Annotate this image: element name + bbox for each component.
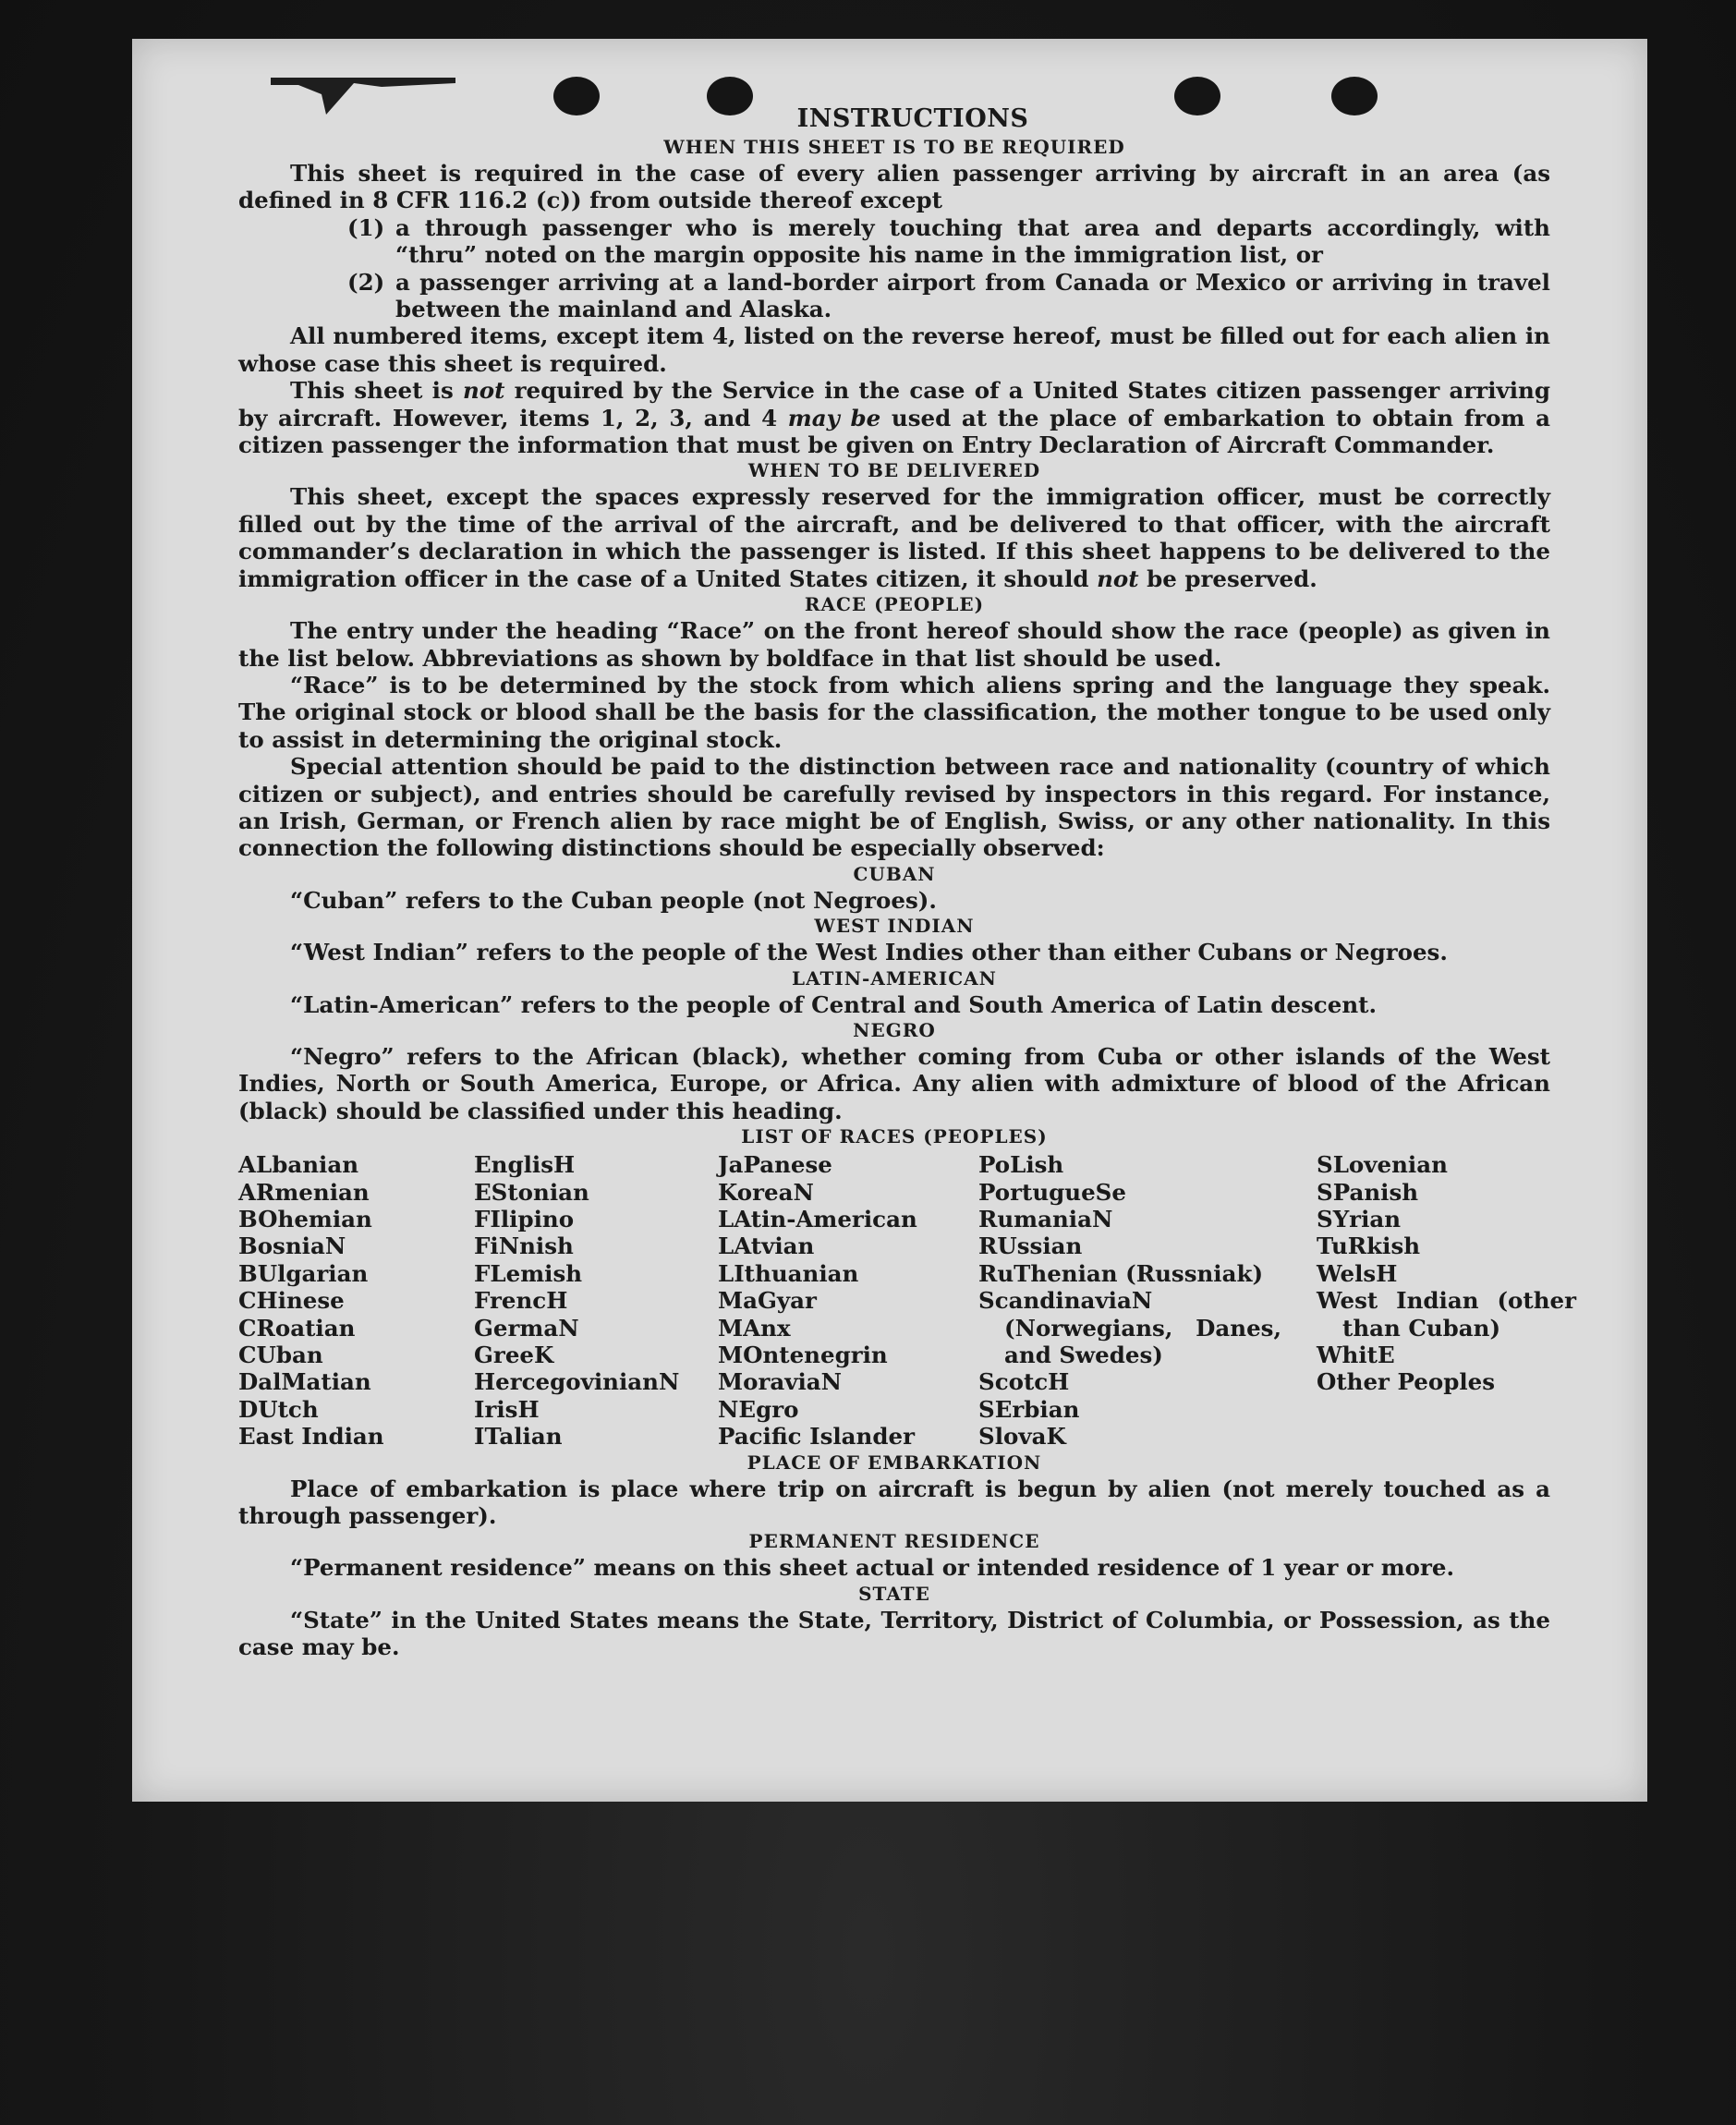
race-entry: SPanish bbox=[1317, 1178, 1419, 1206]
race-entry: DUtch bbox=[238, 1395, 319, 1423]
definition: “West Indian” refers to the people of the West Indies other than either Cubans or Negroes. bbox=[290, 939, 1448, 966]
race-entry: ALbanian bbox=[238, 1151, 359, 1179]
race-entry: PoLish bbox=[978, 1151, 1064, 1179]
race-entry: CHinese bbox=[238, 1287, 345, 1315]
race-entry: TuRkish bbox=[1317, 1232, 1421, 1260]
race-entry: MaGyar bbox=[718, 1287, 817, 1315]
race-entry: ScandinaviaN (Norwegians, Danes, and Swedes) bbox=[978, 1287, 1281, 1369]
race-entry: WelsH bbox=[1317, 1259, 1398, 1287]
race-entry: NEgro bbox=[718, 1395, 799, 1423]
race-entry: SLovenian bbox=[1317, 1151, 1448, 1179]
paragraph: All numbered items, except item 4, listed on the reverse hereof, must be filled out for each alien in whose case this sheet is required. bbox=[238, 322, 1550, 377]
race-entry: East Indian bbox=[238, 1423, 384, 1451]
paragraph: Special attention should be paid to the distinction between race and nationality (country of which citizen or subject), and entries should be carefully revised by inspectors in this regard. For instance, an Irish, German, or French alien by race might be of English, Swiss, or any other nationality. In this connection the following distinctions should be especially observed: bbox=[238, 753, 1550, 862]
paragraph: “Race” is to be determined by the stock from which aliens spring and the language they speak. The original stock or blood shall be the basis for the classification, the mother tongue to be used only to assist in determining the original stock. bbox=[238, 671, 1550, 753]
definition: “State” in the United States means the State, Territory, District of Columbia, or Possession, as the case may be. bbox=[238, 1606, 1550, 1661]
definition: Place of embarkation is place where trip on aircraft is begun by alien (not merely touched as a through passenger). bbox=[238, 1475, 1550, 1530]
paragraph: This sheet, except the spaces expressly reserved for the immigration officer, must be correctly filled out by the time of the arrival of the aircraft, and be delivered to that officer, with the aircraft commander’s declaration in which the passenger is listed. If this sheet happens to be delivered to the immigration officer in the case of a United States citizen, it should not be preserved. bbox=[238, 483, 1550, 592]
item-number: (2) bbox=[347, 268, 385, 296]
races-column-1 bbox=[238, 1151, 474, 1450]
race-entry: FIlipino bbox=[474, 1206, 575, 1232]
item-text: a passenger arriving at a land-border airport from Canada or Mexico or arriving in travel between the mainland and Alaska. bbox=[395, 268, 1550, 323]
race-entry: WhitE bbox=[1317, 1342, 1395, 1369]
race-entry: CUban bbox=[238, 1342, 323, 1369]
section-heading: CUBAN bbox=[853, 862, 936, 885]
race-entry: JaPanese bbox=[718, 1151, 832, 1179]
section-heading: NEGRO bbox=[853, 1018, 936, 1041]
race-entry: MAnx bbox=[718, 1314, 791, 1342]
race-entry: LIthuanian bbox=[718, 1259, 859, 1287]
section-heading: LATIN-AMERICAN bbox=[792, 966, 997, 990]
race-entry: EnglisH bbox=[474, 1151, 576, 1179]
race-entry: ARmenian bbox=[238, 1178, 370, 1206]
race-entry: HercegovinianN bbox=[474, 1368, 680, 1396]
race-entry: EStonian bbox=[474, 1178, 589, 1206]
race-entry: RumaniaN bbox=[978, 1206, 1113, 1232]
races-column-5 bbox=[1317, 1151, 1576, 1450]
race-entry: FLemish bbox=[474, 1259, 583, 1287]
race-entry: MOntenegrin bbox=[718, 1342, 888, 1369]
definition: “Permanent residence” means on this sheet actual or intended residence of 1 year or more. bbox=[290, 1554, 1455, 1582]
paragraph: The entry under the heading “Race” on the front hereof should show the race (people) as given in the list below. Abbreviations as shown by boldface in that list should be used. bbox=[238, 617, 1550, 672]
race-entry: Pacific Islander bbox=[718, 1423, 915, 1451]
race-entry: FiNnish bbox=[474, 1232, 574, 1260]
races-column-4 bbox=[978, 1151, 1317, 1450]
race-entry: SlovaK bbox=[978, 1423, 1066, 1451]
races-column-3 bbox=[718, 1151, 978, 1450]
race-entry: FrencH bbox=[474, 1287, 568, 1315]
definition: “Latin-American” refers to the people of Central and South America of Latin descent. bbox=[290, 990, 1377, 1018]
race-entry: MoraviaN bbox=[718, 1368, 843, 1396]
race-entry: IrisH bbox=[474, 1395, 540, 1423]
section-heading: WEST INDIAN bbox=[814, 915, 975, 938]
race-entry: LAtvian bbox=[718, 1232, 815, 1260]
paragraph: This sheet is required in the case of every alien passenger arriving by aircraft in an area (as defined in 8 CFR 116.2 (c)) from outside thereof except bbox=[238, 160, 1550, 214]
races-table bbox=[238, 1151, 1576, 1451]
race-entry: GermaN bbox=[474, 1314, 579, 1342]
section-heading: STATE bbox=[858, 1582, 930, 1605]
race-entry: RuThenian (Russniak) bbox=[978, 1259, 1264, 1287]
paragraph: This sheet is not required by the Service in the case of a United States citizen passenger arriving by aircraft. However, items 1, 2, 3, and 4 may be used at the place of embarkation to obtain from a citizen passenger the information that must be given on Entry Declaration of Aircraft Commander. bbox=[238, 377, 1550, 459]
race-entry: LAtin-American bbox=[718, 1206, 917, 1232]
race-entry: BosniaN bbox=[238, 1232, 346, 1260]
race-entry: ScotcH bbox=[978, 1368, 1070, 1396]
race-entry: KoreaN bbox=[718, 1178, 814, 1206]
list-item bbox=[347, 214, 1550, 269]
race-entry: CRoatian bbox=[238, 1314, 356, 1342]
item-number: (1) bbox=[347, 213, 385, 241]
race-entry: West Indian (other than Cuban) bbox=[1317, 1287, 1576, 1342]
race-entry: PortugueSe bbox=[978, 1178, 1126, 1206]
item-text: a through passenger who is merely touching that area and departs accordingly, with “thru” noted on the margin opposite his name in the immigration list, or bbox=[395, 213, 1550, 269]
section-heading: LIST OF RACES (PEOPLES) bbox=[741, 1125, 1048, 1148]
definition: “Negro” refers to the African (black), whether coming from Cuba or other islands of the West Indies, North or South America, Europe, or Africa. Any alien with admixture of blood of the African (black) should be classified under this heading. bbox=[238, 1042, 1550, 1124]
instructions-text bbox=[238, 103, 1576, 1661]
race-entry: SErbian bbox=[978, 1395, 1080, 1423]
race-entry: DalMatian bbox=[238, 1368, 371, 1396]
race-entry: Other Peoples bbox=[1317, 1368, 1496, 1396]
section-heading: RACE (PEOPLE) bbox=[804, 593, 985, 616]
race-entry: RUssian bbox=[978, 1232, 1083, 1260]
race-entry: BOhemian bbox=[238, 1206, 372, 1232]
race-entry: GreeK bbox=[474, 1342, 554, 1369]
section-heading: PLACE OF EMBARKATION bbox=[747, 1451, 1042, 1474]
races-column-2 bbox=[474, 1151, 718, 1450]
list-item bbox=[347, 269, 1550, 323]
section-heading: WHEN THIS SHEET IS TO BE REQUIRED bbox=[663, 136, 1125, 158]
race-entry: ITalian bbox=[474, 1423, 563, 1451]
definition: “Cuban” refers to the Cuban people (not Negroes). bbox=[290, 886, 937, 914]
section-heading: WHEN TO BE DELIVERED bbox=[747, 459, 1041, 482]
race-entry: BUlgarian bbox=[238, 1259, 369, 1287]
document-sheet bbox=[132, 39, 1647, 1802]
race-entry: SYrian bbox=[1317, 1206, 1402, 1232]
page-title: INSTRUCTIONS bbox=[796, 104, 1029, 133]
section-heading: PERMANENT RESIDENCE bbox=[748, 1530, 1040, 1553]
